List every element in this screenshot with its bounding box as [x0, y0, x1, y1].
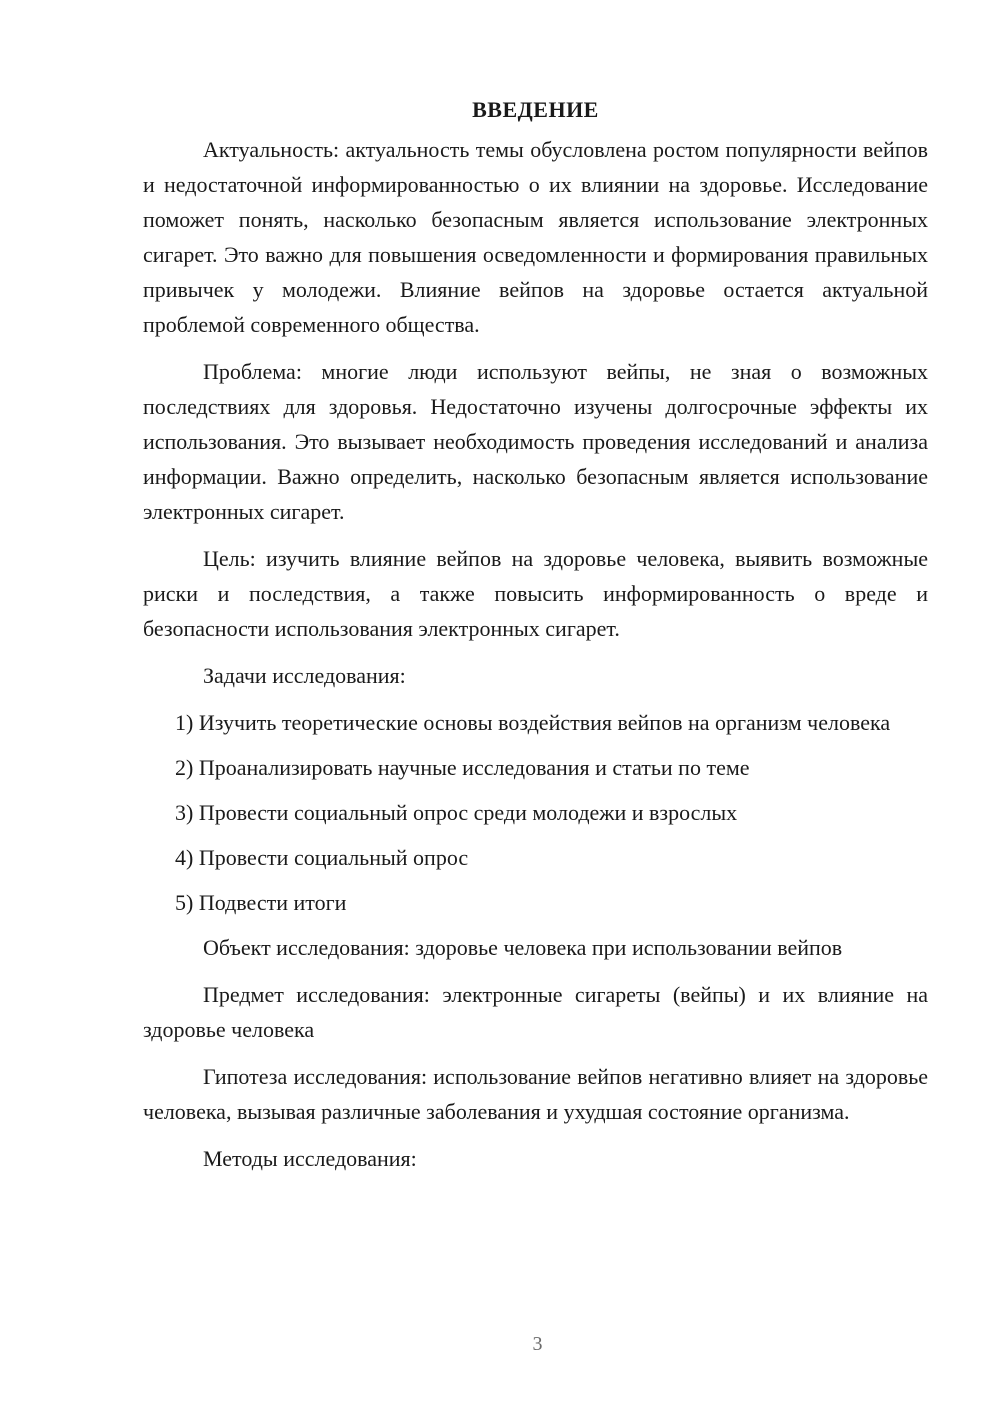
- hypothesis-paragraph: Гипотеза исследования: использование вейпов негативно влияет на здоровье человека, вызывая различные заболевания и ухудшая состояние организма.: [143, 1064, 928, 1124]
- list-item: 1) Изучить теоретические основы воздействия вейпов на организм человека: [175, 710, 891, 735]
- list-item: 3) Провести социальный опрос среди молодежи и взрослых: [175, 800, 738, 825]
- list-item: 2) Проанализировать научные исследования и статьи по теме: [175, 755, 750, 780]
- methods-heading: Методы исследования:: [203, 1146, 417, 1171]
- goal-paragraph: Цель: изучить влияние вейпов на здоровье человека, выявить возможные риски и последствия, а также повысить информированность о вреде и безопасности использования электронных сигарет.: [143, 546, 928, 641]
- document-page: [143, 92, 928, 1188]
- relevance-paragraph: Актуальность: актуальность темы обусловлена ростом популярности вейпов и недостаточной информированностью о их влиянии на здоровье. Исследование поможет понять, насколько безопасным является использование электронных сигарет. Это важно для повышения осведомленности и формирования правильных привычек у молодежи. Влияние вейпов на здоровье остается актуальной проблемой современного общества.: [143, 137, 928, 337]
- page-number: 3: [532, 1333, 543, 1355]
- tasks-list: [143, 705, 928, 920]
- list-item: 5) Подвести итоги: [175, 890, 347, 915]
- problem-paragraph: Проблема: многие люди используют вейпы, не зная о возможных последствиях для здоровья. Недостаточно изучены долгосрочные эффекты их использования. Это вызывает необходимость проведения исследований и анализа информации. Важно определить, насколько безопасным является использование электронных сигарет.: [143, 359, 928, 524]
- document-title: ВВЕДЕНИЕ: [472, 97, 599, 122]
- object-paragraph: Объект исследования: здоровье человека при использовании вейпов: [203, 935, 843, 960]
- subject-paragraph: Предмет исследования: электронные сигареты (вейпы) и их влияние на здоровье человека: [143, 982, 928, 1042]
- tasks-heading: Задачи исследования:: [203, 663, 406, 688]
- list-item: 4) Провести социальный опрос: [175, 845, 469, 870]
